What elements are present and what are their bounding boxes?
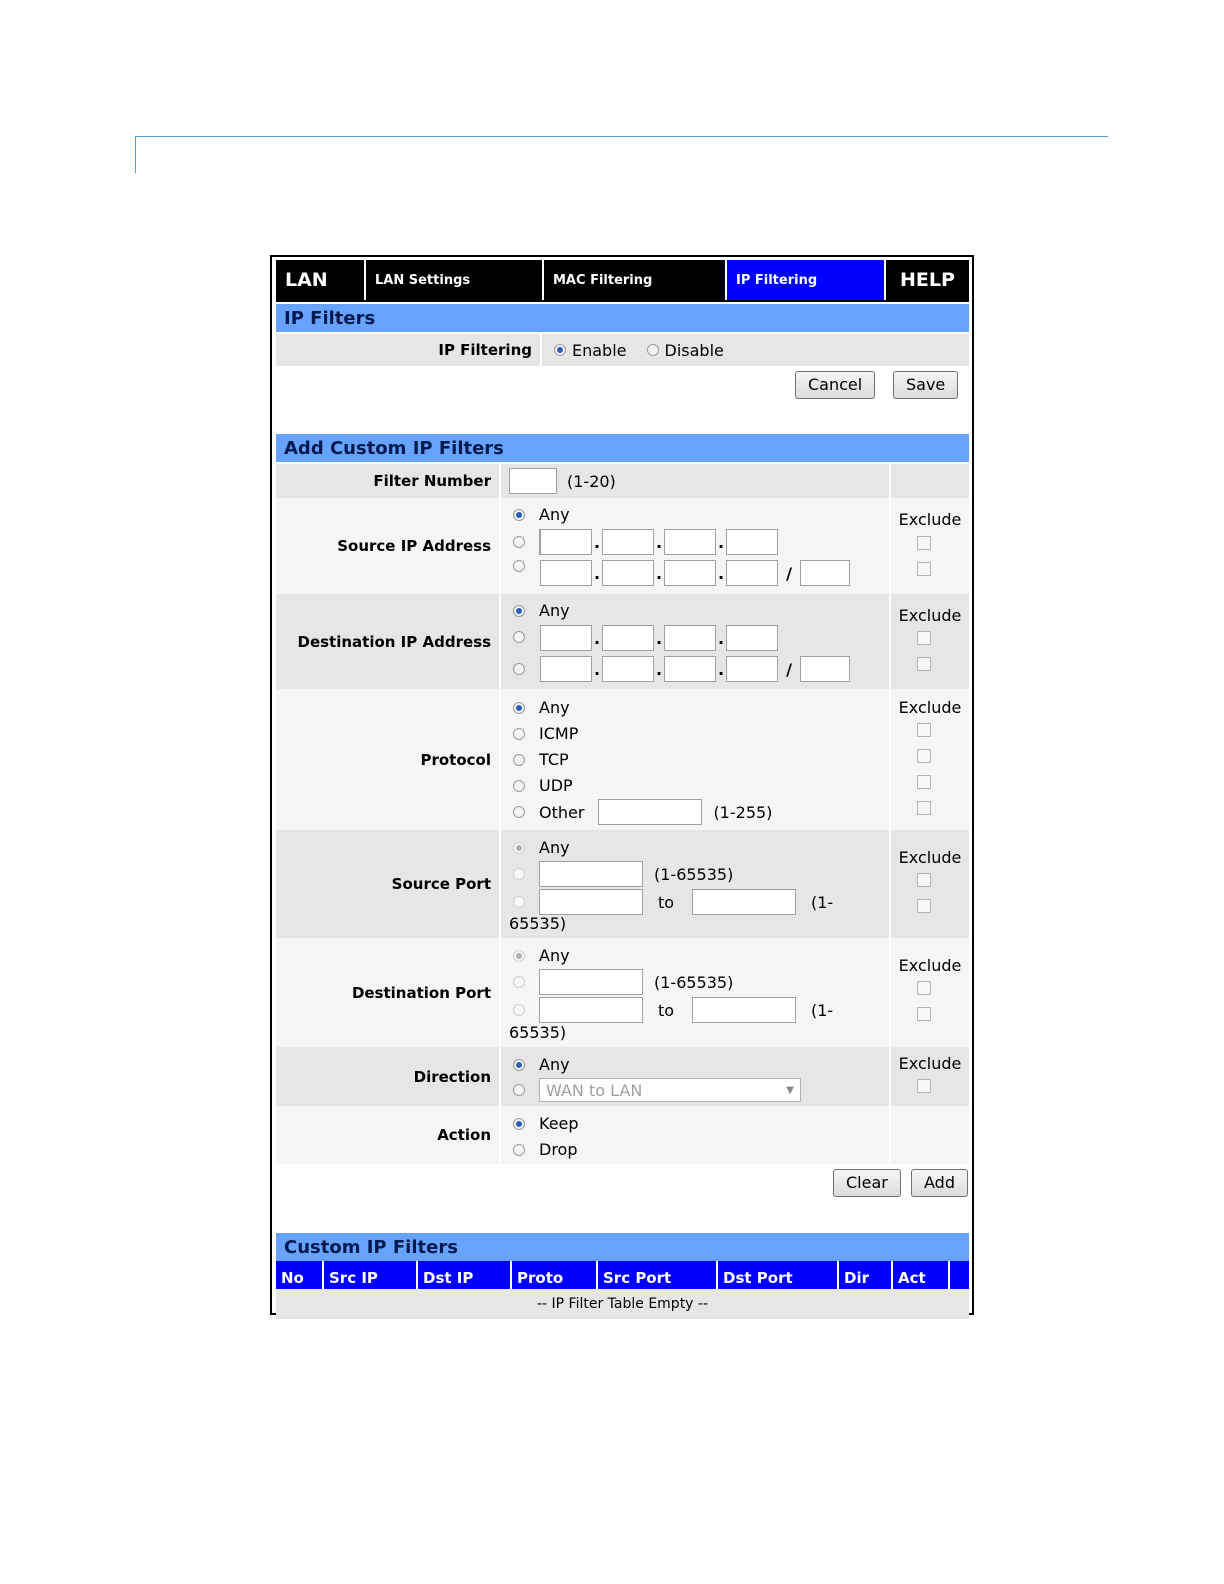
dest-ip-exclude-checkbox-1[interactable] — [917, 631, 931, 645]
filter-number-row — [276, 464, 969, 498]
protocol-row — [276, 689, 969, 830]
protocol-label: Protocol — [420, 750, 491, 769]
dest-ip-subnet-octet-4[interactable] — [726, 656, 778, 682]
source-ip-octet-3[interactable] — [664, 529, 716, 555]
chevron-down-icon: ▼ — [786, 1084, 794, 1096]
disable-radio[interactable] — [647, 344, 659, 356]
add-custom-ip-filters-header: Add Custom IP Filters — [276, 434, 969, 462]
disable-label: Disable — [664, 340, 724, 360]
dest-port-range: (1-65535) — [654, 972, 734, 992]
ip-filters-header: IP Filters — [276, 304, 969, 332]
dest-port-any-radio[interactable] — [513, 950, 525, 962]
source-ip-exclude-label: Exclude — [898, 510, 962, 529]
source-ip-mask-input[interactable] — [800, 560, 850, 586]
source-port-input[interactable] — [539, 861, 643, 887]
source-ip-subnet-octet-4[interactable] — [726, 560, 778, 586]
filter-number-input[interactable] — [509, 468, 557, 494]
source-port-exclude-label: Exclude — [898, 848, 962, 867]
action-label: Action — [437, 1126, 491, 1144]
direction-any-radio[interactable] — [513, 1059, 525, 1071]
dest-ip-octet-1[interactable] — [540, 625, 592, 651]
source-ip-any-radio[interactable] — [513, 509, 525, 521]
page-rule-vertical — [135, 136, 136, 173]
source-port-any-label: Any — [539, 838, 570, 857]
source-port-to-label: to — [658, 892, 675, 912]
direction-select-radio[interactable] — [513, 1084, 525, 1096]
protocol-any-label: Any — [539, 698, 570, 717]
page-rule-horizontal — [135, 136, 1108, 137]
col-no: No — [276, 1261, 323, 1289]
source-ip-octet-2[interactable] — [602, 529, 654, 555]
action-row — [276, 1106, 969, 1164]
cancel-button[interactable]: Cancel — [795, 371, 875, 399]
ip-filtering-row — [276, 334, 969, 366]
custom-ip-filters-table-header — [276, 1261, 969, 1289]
protocol-exclude-checkbox-2[interactable] — [917, 749, 931, 763]
dest-port-range-end-b: 65535) — [509, 1023, 567, 1042]
col-dir: Dir — [838, 1261, 892, 1289]
source-port-exclude-checkbox-1[interactable] — [917, 873, 931, 887]
destination-ip-label: Destination IP Address — [297, 632, 491, 651]
dest-port-exclude-label: Exclude — [898, 956, 962, 975]
dest-ip-octet-3[interactable] — [664, 625, 716, 651]
col-act: Act — [892, 1261, 949, 1289]
action-drop-label: Drop — [539, 1140, 578, 1159]
dest-ip-exclude-label: Exclude — [898, 606, 962, 625]
source-ip-subnet-radio[interactable] — [513, 560, 525, 572]
add-button[interactable]: Add — [911, 1169, 968, 1197]
source-ip-octet-1[interactable] — [540, 529, 592, 555]
source-ip-subnet-octet-2[interactable] — [602, 560, 654, 586]
source-port-from-input[interactable] — [539, 889, 643, 915]
dest-ip-single-radio[interactable] — [513, 631, 525, 643]
dest-port-from-input[interactable] — [539, 997, 643, 1023]
tab-bar — [276, 260, 969, 302]
dest-ip-any-radio[interactable] — [513, 605, 525, 617]
source-port-label: Source Port — [391, 875, 491, 893]
destination-port-row — [276, 938, 969, 1047]
col-spacer — [949, 1261, 969, 1289]
dest-ip-subnet-octet-3[interactable] — [664, 656, 716, 682]
col-dst-port: Dst Port — [717, 1261, 838, 1289]
clear-button[interactable]: Clear — [833, 1169, 901, 1197]
source-ip-octet-4[interactable] — [726, 529, 778, 555]
dest-port-exclude-checkbox-1[interactable] — [917, 981, 931, 995]
source-ip-label: Source IP Address — [337, 537, 491, 555]
protocol-number-input[interactable] — [598, 799, 702, 825]
enable-radio[interactable] — [554, 344, 566, 356]
source-port-range-end-b: 65535) — [509, 914, 567, 933]
dest-ip-any-label: Any — [539, 601, 570, 620]
source-port-range-end-a: (1- — [811, 892, 834, 912]
action-drop-radio[interactable] — [513, 1144, 525, 1156]
direction-label: Direction — [413, 1067, 491, 1086]
enable-label: Enable — [572, 340, 627, 360]
protocol-udp-label: UDP — [539, 776, 573, 795]
source-port-to-input[interactable] — [692, 889, 796, 915]
source-port-row — [276, 830, 969, 938]
direction-row — [276, 1047, 969, 1106]
router-panel — [270, 255, 974, 1315]
protocol-icmp-radio[interactable] — [513, 728, 525, 740]
protocol-other-radio[interactable] — [513, 806, 525, 818]
source-ip-single-radio[interactable] — [513, 536, 525, 548]
dest-port-to-label: to — [658, 1000, 675, 1020]
dest-ip-octet-2[interactable] — [602, 625, 654, 651]
tab-ip-filtering[interactable]: IP Filtering — [727, 260, 886, 300]
dest-port-to-input[interactable] — [692, 997, 796, 1023]
action-keep-label: Keep — [539, 1114, 579, 1133]
protocol-tcp-label: TCP — [539, 750, 569, 769]
dest-port-any-label: Any — [539, 946, 570, 965]
dest-ip-subnet-radio[interactable] — [513, 663, 525, 675]
filter-number-label: Filter Number — [373, 472, 491, 490]
protocol-other-label: Other — [539, 802, 585, 822]
direction-select[interactable] — [539, 1078, 801, 1102]
source-ip-subnet-octet-1[interactable] — [540, 560, 592, 586]
source-ip-row: Source IP Address Any . . . . . . / Exclude — [276, 498, 969, 594]
source-ip-exclude-checkbox-1[interactable] — [917, 536, 931, 550]
source-ip-subnet-octet-3[interactable] — [664, 560, 716, 586]
dest-ip-subnet-octet-1[interactable] — [540, 656, 592, 682]
dest-ip-exclude-checkbox-2[interactable] — [917, 657, 931, 671]
direction-exclude-checkbox[interactable] — [917, 1079, 931, 1093]
protocol-exclude-checkbox-3[interactable] — [917, 775, 931, 789]
protocol-number-range: (1-255) — [713, 802, 773, 822]
direction-exclude-label: Exclude — [898, 1054, 962, 1073]
source-ip-any-label: Any — [539, 505, 570, 524]
col-src-ip: Src IP — [323, 1261, 417, 1289]
source-port-any-radio[interactable] — [513, 842, 525, 854]
protocol-any-radio[interactable] — [513, 702, 525, 714]
col-src-port: Src Port — [597, 1261, 717, 1289]
custom-ip-filters-header: Custom IP Filters — [276, 1233, 969, 1261]
source-port-exclude-checkbox-2[interactable] — [917, 899, 931, 913]
filter-number-range: (1-20) — [567, 471, 616, 491]
tab-mac-filtering[interactable]: MAC Filtering — [544, 260, 727, 300]
dest-port-range-radio[interactable] — [513, 1004, 525, 1016]
col-dst-ip: Dst IP — [417, 1261, 511, 1289]
protocol-exclude-label: Exclude — [898, 698, 962, 717]
protocol-icmp-label: ICMP — [539, 724, 579, 743]
direction-any-label: Any — [539, 1055, 570, 1074]
col-proto: Proto — [511, 1261, 597, 1289]
protocol-tcp-radio[interactable] — [513, 754, 525, 766]
dest-port-range-end-a: (1- — [811, 1000, 834, 1020]
dest-ip-octet-4[interactable] — [726, 625, 778, 651]
protocol-udp-radio[interactable] — [513, 780, 525, 792]
tab-lan-settings[interactable]: LAN Settings — [366, 260, 544, 300]
dest-port-input[interactable] — [539, 969, 643, 995]
destination-ip-row: Destination IP Address Any . . . . . . / Exclude — [276, 594, 969, 689]
direction-select-value: WAN to LAN — [546, 1080, 643, 1100]
dest-port-single-radio[interactable] — [513, 976, 525, 988]
source-port-range: (1-65535) — [654, 864, 734, 884]
save-button[interactable]: Save — [893, 371, 958, 399]
source-port-single-radio[interactable] — [513, 868, 525, 880]
destination-port-label: Destination Port — [351, 983, 491, 1002]
source-ip-exclude-checkbox-2[interactable] — [917, 562, 931, 576]
tab-help[interactable]: HELP — [900, 269, 955, 291]
dest-port-exclude-checkbox-2[interactable] — [917, 1007, 931, 1021]
protocol-exclude-checkbox-1[interactable] — [917, 723, 931, 737]
protocol-exclude-checkbox-4[interactable] — [917, 801, 931, 815]
dest-ip-mask-input[interactable] — [800, 656, 850, 682]
ip-filtering-label: IP Filtering — [438, 341, 532, 359]
dest-ip-subnet-octet-2[interactable] — [602, 656, 654, 682]
action-keep-radio[interactable] — [513, 1118, 525, 1130]
source-port-range-radio[interactable] — [513, 896, 525, 908]
table-empty-message: -- IP Filter Table Empty -- — [276, 1289, 969, 1319]
tab-lan[interactable]: LAN — [276, 260, 366, 300]
